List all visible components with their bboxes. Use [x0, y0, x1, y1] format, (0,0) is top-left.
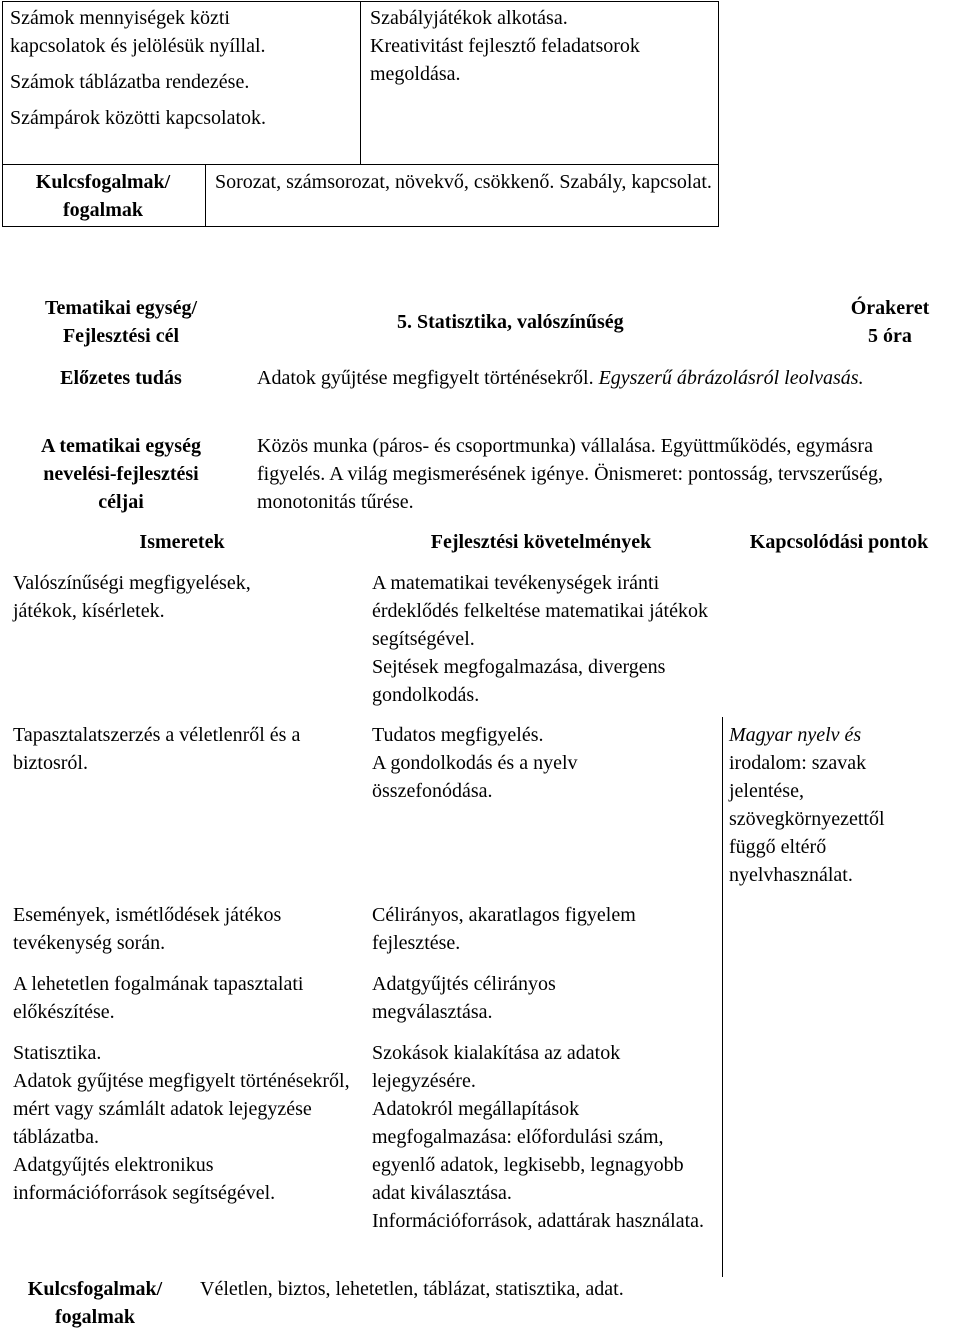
top-left-line-3: Számpárok közötti kapcsolatok. [10, 107, 267, 129]
elozetes-value [257, 364, 917, 392]
row-5-ismeretek: Statisztika. Adatok gyűjtése megfigyelt történésekről, mért vagy számlált adatok lejegyzése táblázatba. Adatgyűjtés elektronikus információforrások segítségével. [13, 1042, 350, 1204]
elozetes-italic: Egyszerű ábrázolásról leolvasás. [598, 367, 864, 389]
orakeret-value: 5 óra [868, 325, 912, 347]
top-left-line-2: Számok táblázatba rendezése. [10, 71, 250, 93]
kapcsolodasi-normal: irodalom: szavak jelentése, szövegkörnyezettől függő eltérő nyelvhasználat. [729, 752, 885, 886]
unit-title: 5. Statisztika, valószínűség [397, 311, 624, 333]
top-left-line-1: Számok mennyiségek közti kapcsolatok és jelölésük nyíllal. [10, 7, 266, 57]
row-3-fejlesztesi: Célirányos, akaratlagos figyelem fejlesztése. [372, 904, 636, 954]
row-1-ismeretek: Valószínűségi megfigyelések, játékok, kísérletek. [13, 572, 251, 622]
top-mid-cell: Szabályjátékok alkotása. Kreativitást fejlesztő feladatsorok megoldása. [370, 7, 640, 85]
row-4-fejlesztesi: Adatgyűjtés célirányos megválasztása. [372, 973, 556, 1023]
bottom-kulcs-value: Véletlen, biztos, lehetetlen, táblázat, statisztika, adat. [200, 1278, 624, 1300]
bottom-kulcs-label: Kulcsfogalmak/ fogalmak [27, 1278, 163, 1328]
row-1-fejlesztesi: A matematikai tevékenységek iránti érdeklődés felkeltése matematikai játékok segítségével. Sejtések megfogalmazása, divergens gondolkodás. [372, 572, 708, 706]
row-2-ismeretek: Tapasztalatszerzés a véletlenről és a biztosról. [13, 724, 301, 774]
col-fejlesztesi: Fejlesztési követelmények [430, 531, 652, 553]
orakeret-label: Órakeret [850, 297, 930, 319]
row-4-ismeretek: A lehetetlen fogalmának tapasztalati előkészítése. [13, 973, 304, 1023]
celok-label: A tematikai egység nevelési-fejlesztési céljai [41, 435, 201, 513]
top-kulcs-value: Sorozat, számsorozat, növekvő, csökkenő. Szabály, kapcsolat. [215, 171, 712, 193]
top-left-cell [10, 4, 355, 132]
tematikai-label: Tematikai egység/ Fejlesztési cél [44, 297, 198, 347]
col-ismeretek: Ismeretek [139, 531, 225, 553]
row-2-kapcsolodasi [729, 721, 929, 889]
row-5-fejlesztesi: Szokások kialakítása az adatok lejegyzésére. Adatokról megállapítások megfogalmazása: előfordulási szám, egyenlő adatok, legkisebb, legnagyobb adat kiválasztása. Információforrások, adattárak használata. [372, 1042, 705, 1232]
elozetes-normal: Adatok gyűjtése megfigyelt történésekről. [257, 367, 599, 389]
kapcsolodasi-italic: Magyar nyelv és [729, 724, 862, 746]
col-kapcsolodasi: Kapcsolódási pontok [749, 531, 929, 553]
top-kulcs-label: Kulcsfogalmak/ fogalmak [35, 171, 171, 221]
elozetes-label: Előzetes tudás [60, 367, 182, 389]
celok-value: Közös munka (páros- és csoportmunka) vállalása. Együttműködés, egymásra figyelés. A világ megismerésének igénye. Önismeret: pontosság, tervszerűség, monotonitás tűrése. [257, 435, 883, 513]
row-3-ismeretek: Események, ismétlődések játékos tevékenység során. [13, 904, 282, 954]
row-2-fejlesztesi: Tudatos megfigyelés. A gondolkodás és a nyelv összefonódása. [372, 724, 578, 802]
